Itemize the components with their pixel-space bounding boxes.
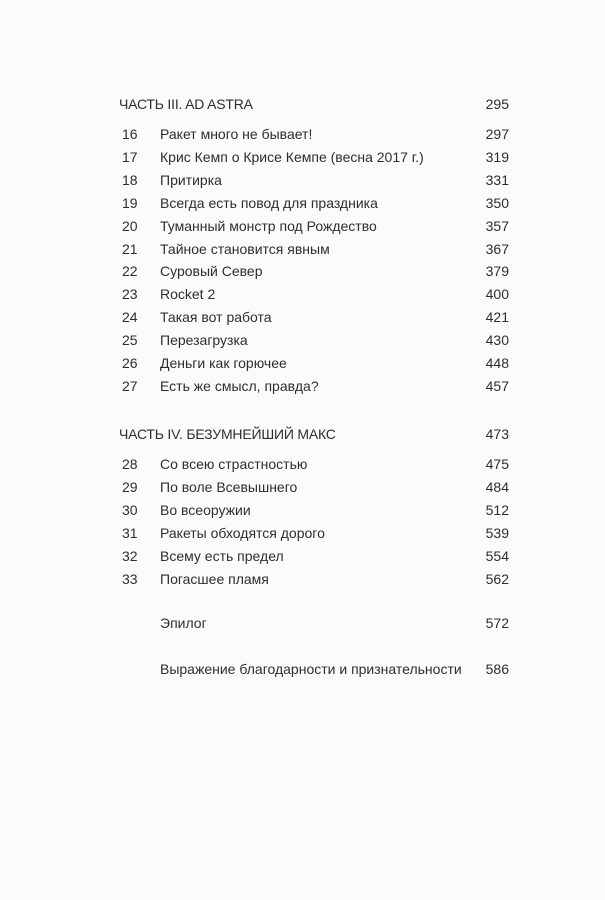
chapter-number: 21 <box>122 240 138 257</box>
chapter-page-number: 331 <box>485 171 509 188</box>
chapter-page-number: 297 <box>485 126 509 142</box>
chapter-title: Такая вот работа <box>160 309 272 326</box>
chapter-title: Во всеоружии <box>160 501 251 518</box>
chapter-row <box>0 284 605 304</box>
chapter-page-number: 562 <box>485 570 509 587</box>
chapter-title: Крис Кемп о Крисе Кемпе (весна 2017 г.) <box>160 148 424 165</box>
chapter-page-number: 350 <box>485 194 509 211</box>
chapter-row <box>0 523 605 543</box>
back-matter-title: Эпилог <box>160 615 207 631</box>
chapter-number: 16 <box>122 126 138 142</box>
chapter-page-number: 400 <box>485 286 509 303</box>
chapter-title: Суровый Север <box>160 263 263 280</box>
chapter-row <box>0 330 605 350</box>
chapter-page-number: 448 <box>485 355 509 371</box>
chapter-page-number: 421 <box>485 309 509 326</box>
part-heading-row <box>0 424 605 444</box>
chapter-number: 23 <box>122 286 138 303</box>
chapter-number: 29 <box>122 478 138 495</box>
chapter-title: Со всею страстностью <box>160 456 308 472</box>
chapter-page-number: 484 <box>485 478 509 495</box>
chapter-number: 33 <box>122 570 138 587</box>
chapter-title: Ракеты обходятся дорого <box>160 524 325 541</box>
chapter-row <box>0 353 605 373</box>
chapter-row <box>0 376 605 396</box>
chapter-number: 20 <box>122 217 138 234</box>
chapter-number: 26 <box>122 355 138 371</box>
chapter-title: Деньги как горючее <box>160 355 287 371</box>
chapter-title: Притирка <box>160 171 222 188</box>
part-title: ЧАСТЬ III. AD ASTRA <box>119 96 253 112</box>
part-title: ЧАСТЬ IV. БЕЗУМНЕЙШИЙ МАКС <box>119 426 336 442</box>
chapter-row <box>0 124 605 144</box>
chapter-number: 22 <box>122 263 138 280</box>
part-page-number: 295 <box>485 96 509 112</box>
chapter-title: Ракет много не бывает! <box>160 126 313 142</box>
chapter-number: 32 <box>122 547 138 564</box>
chapter-row <box>0 454 605 474</box>
chapter-page-number: 512 <box>485 501 509 518</box>
part-page-number: 473 <box>485 426 509 442</box>
chapter-row <box>0 307 605 327</box>
chapter-number: 30 <box>122 501 138 518</box>
chapter-title: Перезагрузка <box>160 332 248 349</box>
chapter-number: 27 <box>122 377 138 394</box>
chapter-title: Rocket 2 <box>160 286 216 303</box>
chapter-title: По воле Всевышнего <box>160 478 298 495</box>
back-matter-title: Выражение благодарности и признательности <box>160 661 462 677</box>
chapter-number: 17 <box>122 148 138 165</box>
chapter-title: Тайное становится явным <box>160 240 330 257</box>
chapter-title: Всему есть предел <box>160 547 284 564</box>
chapter-number: 18 <box>122 171 138 188</box>
back-matter-row <box>0 613 605 633</box>
chapter-page-number: 379 <box>485 263 509 280</box>
back-matter-page-number: 586 <box>485 661 509 677</box>
back-matter-page-number: 572 <box>485 615 509 631</box>
chapter-page-number: 357 <box>485 217 509 234</box>
chapter-page-number: 457 <box>485 377 509 394</box>
chapter-title: Погасшее пламя <box>160 570 269 587</box>
part-heading-row <box>0 94 605 114</box>
chapter-number: 25 <box>122 332 138 349</box>
chapter-row <box>0 239 605 259</box>
chapter-row <box>0 216 605 236</box>
chapter-title: Туманный монстр под Рождество <box>160 217 377 234</box>
chapter-number: 19 <box>122 194 138 211</box>
chapter-row <box>0 170 605 190</box>
chapter-title: Есть же смысл, правда? <box>160 377 319 394</box>
chapter-title: Всегда есть повод для праздника <box>160 194 378 211</box>
chapter-page-number: 319 <box>485 148 509 165</box>
chapter-page-number: 367 <box>485 240 509 257</box>
chapter-number: 31 <box>122 524 138 541</box>
chapter-row <box>0 546 605 566</box>
chapter-row <box>0 569 605 589</box>
chapter-row <box>0 261 605 281</box>
chapter-page-number: 475 <box>485 456 509 472</box>
chapter-number: 24 <box>122 309 138 326</box>
chapter-row <box>0 193 605 213</box>
back-matter-row <box>0 659 605 679</box>
chapter-page-number: 430 <box>485 332 509 349</box>
chapter-number: 28 <box>122 456 138 472</box>
chapter-row <box>0 147 605 167</box>
chapter-page-number: 554 <box>485 547 509 564</box>
chapter-row <box>0 500 605 520</box>
chapter-row <box>0 477 605 497</box>
chapter-page-number: 539 <box>485 524 509 541</box>
